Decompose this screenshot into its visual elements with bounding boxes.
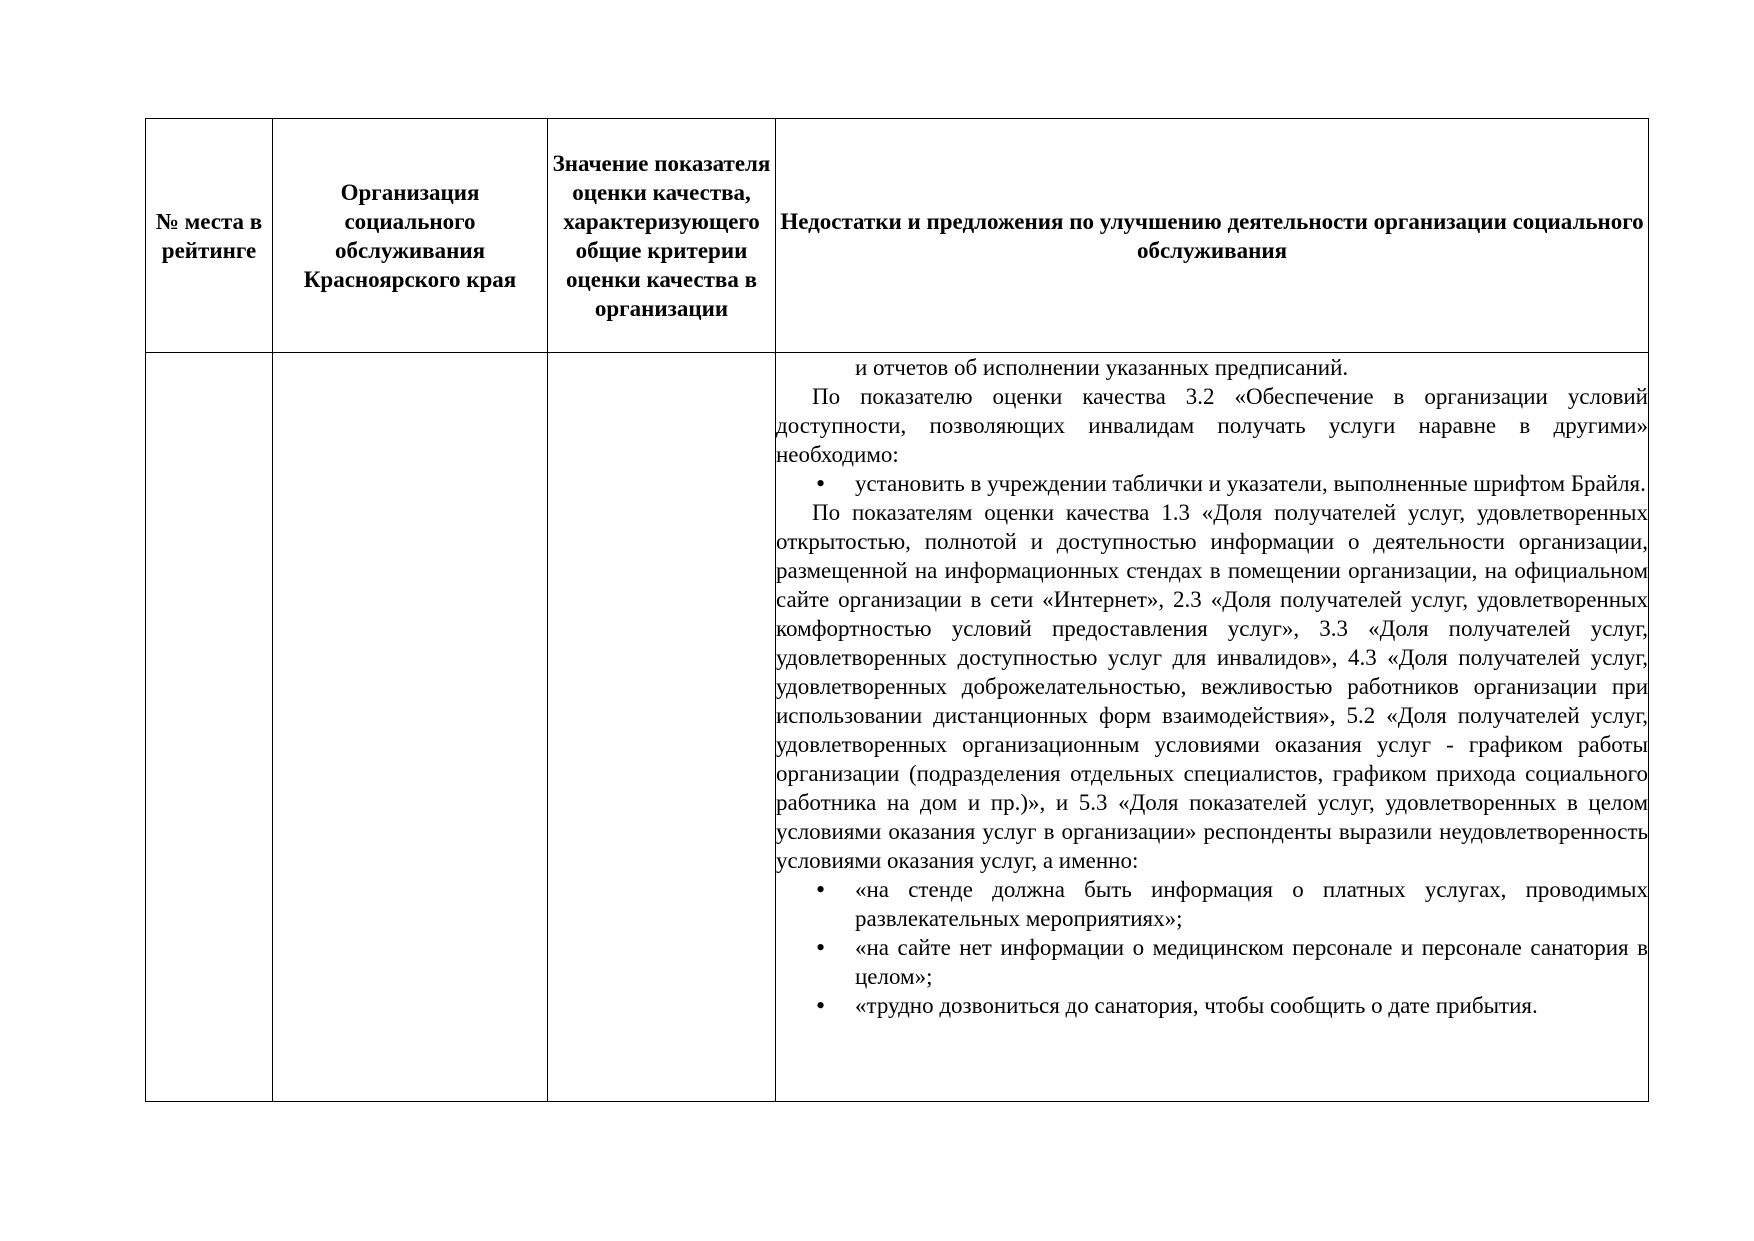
list-item: • установить в учреждении таблички и указатели, выполненные шрифтом Брайля. <box>855 469 1648 498</box>
list-item: • «на сайте нет информации о медицинском персонале и персонале санатория в целом»; <box>855 933 1648 991</box>
bullet-list-accessibility <box>776 469 1648 498</box>
cell-quality-value <box>548 353 776 1102</box>
header-quality-value: Значение показателя оценки качества, характеризующего общие критерии оценки качества в организации <box>548 119 776 353</box>
table-header-row <box>146 119 1649 353</box>
table-row <box>146 353 1649 1102</box>
list-item: • «на стенде должна быть информация о платных услугах, проводимых развлекательных мероприятиях»; <box>855 875 1648 933</box>
paragraph-satisfaction: По показателям оценки качества 1.3 «Доля получателей услуг, удовлетворенных открытостью, полнотой и доступностью информации о деятельности организации, размещенной на информационных стендах в помещении организации, на официальном сайте организации в сети «Интернет», 2.3 «Доля получателей услуг, удовлетворенных комфортностью условий предоставления услуг», 3.3 «Доля получателей услуг, удовлетворенных доступностью услуг для инвалидов», 4.3 «Доля получателей услуг, удовлетворенных доброжелательностью, вежливостью работников организации при использовании дистанционных форм взаимодействия», 5.2 «Доля получателей услуг, удовлетворенных организационным условиями оказания услуг - графиком работы организации (подразделения отдельных специалистов, графиком прихода социального работника на дом и пр.)», и 5.3 «Доля показателей услуг, удовлетворенных в целом условиями оказания услуг в организации» респонденты выразили неудовлетворенность условиями оказания услуг, а именно: <box>776 500 1648 873</box>
continuation-line: и отчетов об исполнении указанных предписаний. <box>855 355 1349 380</box>
cell-shortcomings <box>776 353 1649 1102</box>
cell-organization <box>273 353 548 1102</box>
list-item: • «трудно дозвониться до санатория, чтобы сообщить о дате прибытия. <box>855 991 1648 1020</box>
bullet-list-complaints <box>776 875 1648 1020</box>
header-organization: Организация социального обслуживания Красноярского края <box>273 119 548 353</box>
rating-table <box>145 118 1649 1102</box>
paragraph-accessibility: По показателю оценки качества 3.2 «Обеспечение в организации условий доступности, позволяющих инвалидам получать услуги наравне в другими» необходимо: <box>776 384 1648 467</box>
header-shortcomings: Недостатки и предложения по улучшению деятельности организации социального обслуживания <box>776 119 1649 353</box>
cell-rank <box>146 353 273 1102</box>
header-rank: № места в рейтинге <box>146 119 273 353</box>
